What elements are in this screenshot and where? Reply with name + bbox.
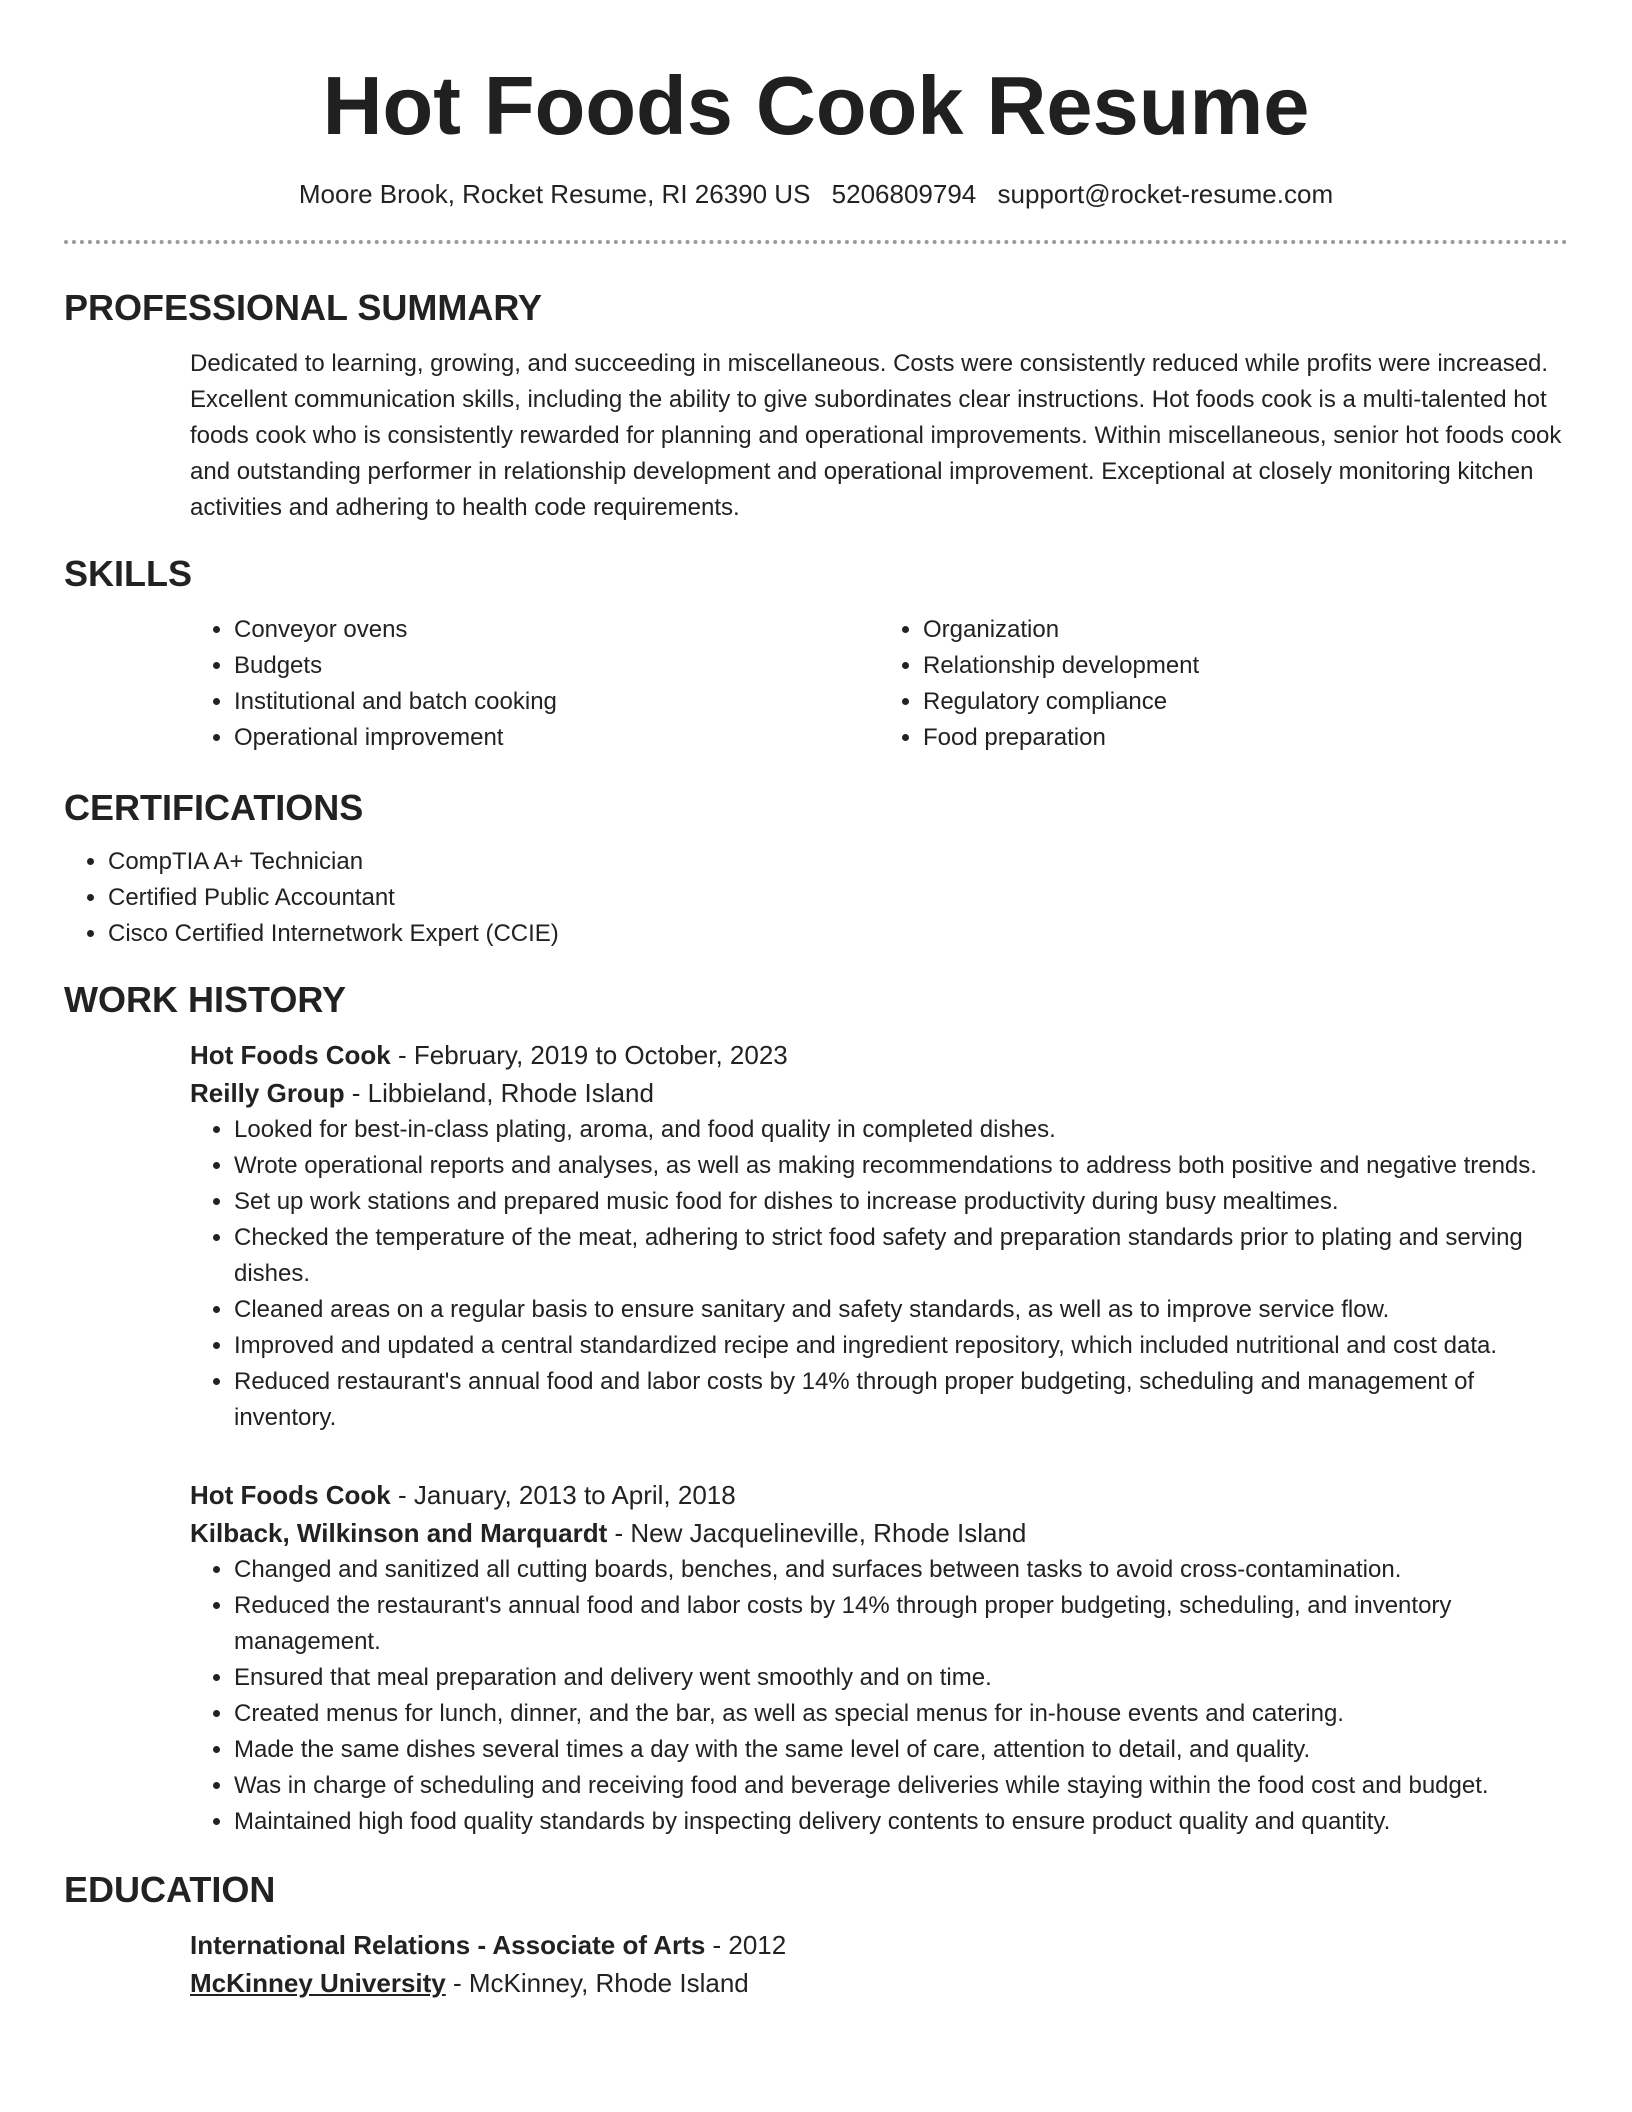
- skills-grid: [190, 612, 1568, 756]
- resume-title: Hot Foods Cook Resume: [322, 59, 1310, 152]
- summary-section: [64, 286, 1568, 526]
- skill-item: • Conveyor ovens: [234, 612, 879, 648]
- education-degree: International Relations - Associate of Arts: [190, 1930, 706, 1960]
- work-history-section: [64, 978, 1568, 1840]
- job-bullet: • Reduced restaurant's annual food and labor costs by 14% through proper budgeting, scheduling and management of inventory.: [234, 1364, 1568, 1436]
- education-degree-line: [190, 1926, 1568, 1964]
- certification-item: • Certified Public Accountant: [108, 880, 1568, 916]
- certifications-list: [64, 844, 1568, 952]
- job-company: Kilback, Wilkinson and Marquardt: [190, 1518, 608, 1548]
- skill-item: • Food preparation: [923, 720, 1568, 756]
- job-bullet: • Changed and sanitized all cutting boards, benches, and surfaces between tasks to avoid cross-contamination.: [234, 1552, 1568, 1588]
- job-bullet: • Set up work stations and prepared music food for dishes to increase productivity during busy mealtimes.: [234, 1184, 1568, 1220]
- header-divider: [64, 240, 1568, 244]
- contact-address: Moore Brook, Rocket Resume, RI 26390 US: [298, 179, 811, 209]
- job-company: Reilly Group: [190, 1078, 345, 1108]
- job-bullet: • Ensured that meal preparation and delivery went smoothly and on time.: [234, 1660, 1568, 1696]
- certification-item: • Cisco Certified Internetwork Expert (CCIE): [108, 916, 1568, 952]
- skill-item: • Regulatory compliance: [923, 684, 1568, 720]
- skill-item: • Relationship development: [923, 648, 1568, 684]
- education-entry: [190, 1926, 1568, 2002]
- education-school: McKinney University: [190, 1968, 446, 1998]
- skill-item: • Institutional and batch cooking: [234, 684, 879, 720]
- job-bullet: • Created menus for lunch, dinner, and the bar, as well as special menus for in-house events and catering.: [234, 1696, 1568, 1732]
- job-bullet: • Was in charge of scheduling and receiving food and beverage deliveries while staying within the food cost and budget.: [234, 1768, 1568, 1804]
- education-school-line: [190, 1964, 1568, 2002]
- job-bullet: • Maintained high food quality standards by inspecting delivery contents to ensure product quality and quantity.: [234, 1804, 1568, 1840]
- job-bullet-list: [190, 1552, 1568, 1840]
- summary-heading: PROFESSIONAL SUMMARY: [64, 287, 543, 328]
- job-title-line: [190, 1476, 1568, 1514]
- job-bullet-list: [190, 1112, 1568, 1436]
- job-title-line: [190, 1036, 1568, 1074]
- skill-item: • Operational improvement: [234, 720, 879, 756]
- skill-item: • Organization: [923, 612, 1568, 648]
- summary-text: Dedicated to learning, growing, and succeeding in miscellaneous. Costs were consistently reduced while profits were increased. Excellent communication skills, including the ability to give subordinates clear instructions. Hot foods cook is a multi-talented hot foods cook who is consistently rewarded for planning and operational improvements. Within miscellaneous, senior hot foods cook and outstanding performer in relationship development and operational improvement. Exceptional at closely monitoring kitchen activities and adhering to health code requirements.: [190, 350, 1562, 521]
- job-bullet: • Looked for best-in-class plating, aroma, and food quality in completed dishes.: [234, 1112, 1568, 1148]
- skill-item: • Budgets: [234, 648, 879, 684]
- job-title: Hot Foods Cook: [190, 1040, 391, 1070]
- education-section: [64, 1868, 1568, 2002]
- job-company-line: [190, 1074, 1568, 1112]
- contact-email: support@rocket-resume.com: [997, 179, 1334, 209]
- education-location: - McKinney, Rhode Island: [445, 1968, 749, 1998]
- job-location: - New Jacquelineville, Rhode Island: [607, 1518, 1027, 1548]
- job-title: Hot Foods Cook: [190, 1480, 391, 1510]
- job-dates: - January, 2013 to April, 2018: [390, 1480, 736, 1510]
- skills-section: [64, 552, 1568, 756]
- job-bullet: • Made the same dishes several times a day with the same level of care, attention to detail, and quality.: [234, 1732, 1568, 1768]
- education-heading: EDUCATION: [64, 1869, 276, 1910]
- job-bullet: • Cleaned areas on a regular basis to ensure sanitary and safety standards, as well as to improve service flow.: [234, 1292, 1568, 1328]
- certification-item: • CompTIA A+ Technician: [108, 844, 1568, 880]
- job-bullet: • Improved and updated a central standardized recipe and ingredient repository, which included nutritional and cost data.: [234, 1328, 1568, 1364]
- job-bullet: • Checked the temperature of the meat, adhering to strict food safety and preparation standards prior to plating and serving dishes.: [234, 1220, 1568, 1292]
- skills-heading: SKILLS: [64, 553, 193, 594]
- job-entry: [190, 1036, 1568, 1436]
- certifications-heading: CERTIFICATIONS: [64, 787, 364, 828]
- job-company-line: [190, 1514, 1568, 1552]
- certifications-section: [64, 786, 1568, 952]
- education-year: - 2012: [705, 1930, 787, 1960]
- job-bullet: • Wrote operational reports and analyses, as well as making recommendations to address both positive and negative trends.: [234, 1148, 1568, 1184]
- job-location: - Libbieland, Rhode Island: [344, 1078, 654, 1108]
- job-bullet: • Reduced the restaurant's annual food and labor costs by 14% through proper budgeting, scheduling, and inventory management.: [234, 1588, 1568, 1660]
- contact-phone: 5206809794: [831, 179, 977, 209]
- skills-left-list: [190, 612, 879, 756]
- work-history-heading: WORK HISTORY: [64, 979, 347, 1020]
- skills-right-list: [879, 612, 1568, 756]
- contact-line: [64, 178, 1568, 210]
- job-entry: [190, 1476, 1568, 1840]
- job-dates: - February, 2019 to October, 2023: [390, 1040, 788, 1070]
